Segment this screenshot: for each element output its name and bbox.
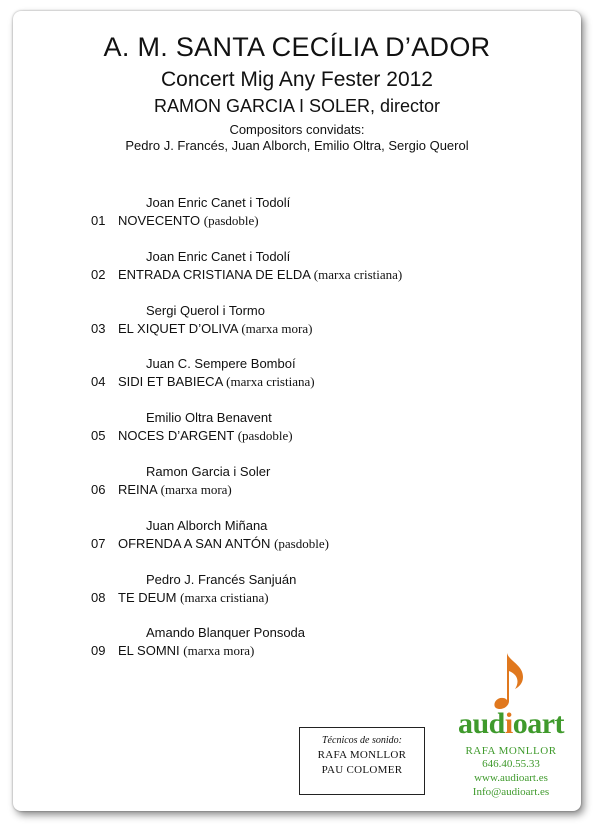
contact-phone: 646.40.55.33	[482, 758, 540, 770]
contact-email: Info@audioart.es	[472, 786, 550, 798]
audioart-wordmark: audioart	[457, 707, 565, 740]
track-form: (marxa mora)	[160, 482, 232, 497]
track-title: NOCES D’ARGENT (pasdoble)	[118, 428, 293, 443]
track-title: OFRENDA A SAN ANTÓN (pasdoble)	[118, 536, 329, 551]
track-number: 05	[91, 428, 106, 443]
band-name: A. M. SANTA CECÍLIA D’ADOR	[103, 32, 491, 62]
track-composer: Joan Enric Canet i Todolí	[146, 195, 291, 210]
track-title: EL SOMNI (marxa mora)	[118, 643, 255, 658]
track-form: (marxa cristiana)	[313, 267, 403, 282]
guest-composers-list: Pedro J. Francés, Juan Alborch, Emilio Oltra, Sergio Querol	[125, 138, 469, 153]
track-form: (pasdoble)	[274, 536, 329, 551]
track-composer: Ramon Garcia i Soler	[146, 464, 271, 479]
technician-name: RAFA MONLLOR	[317, 749, 407, 761]
guest-composers-label: Compositors convidats:	[229, 122, 365, 137]
track-number: 01	[91, 213, 106, 228]
track-title: NOVECENTO (pasdoble)	[118, 213, 259, 228]
track-composer: Juan C. Sempere Bomboí	[146, 356, 296, 371]
director-line: RAMON GARCIA I SOLER, director	[153, 96, 441, 116]
track-composer: Sergi Querol i Tormo	[146, 303, 265, 318]
sound-technicians-box	[299, 727, 425, 795]
contact-website: www.audioart.es	[474, 772, 548, 784]
track-title: REINA (marxa mora)	[118, 482, 232, 497]
track-composer: Emilio Oltra Benavent	[146, 410, 272, 425]
track-number: 02	[91, 267, 106, 282]
music-note-icon	[493, 651, 529, 711]
track-form: (marxa cristiana)	[180, 590, 269, 605]
cd-back-cover	[13, 11, 581, 811]
track-composer: Pedro J. Francés Sanjuán	[146, 572, 297, 587]
track-number: 07	[91, 536, 106, 551]
track-number: 04	[91, 374, 106, 389]
technician-name: PAU COLOMER	[321, 764, 403, 776]
track-number: 08	[91, 590, 106, 605]
track-title: EL XIQUET D’OLIVA (marxa mora)	[118, 321, 313, 336]
concert-title: Concert Mig Any Fester 2012	[161, 68, 433, 91]
track-composer: Joan Enric Canet i Todolí	[146, 249, 291, 264]
track-form: (marxa mora)	[241, 321, 313, 336]
track-composer: Amando Blanquer Ponsoda	[146, 625, 306, 640]
track-title: SIDI ET BABIECA (marxa cristiana)	[118, 374, 315, 389]
track-title: ENTRADA CRISTIANA DE ELDA (marxa cristiana)	[118, 267, 403, 282]
track-form: (pasdoble)	[237, 428, 293, 443]
track-number: 03	[91, 321, 106, 336]
track-title: TE DEUM (marxa cristiana)	[118, 590, 269, 605]
track-form: (marxa cristiana)	[226, 374, 315, 389]
audioart-logo	[441, 651, 581, 801]
track-form: (pasdoble)	[203, 213, 259, 228]
track-composer: Juan Alborch Miñana	[146, 518, 268, 533]
track-number: 06	[91, 482, 106, 497]
technicians-label: Técnicos de sonido:	[322, 735, 402, 746]
track-form: (marxa mora)	[183, 643, 255, 658]
track-number: 09	[91, 643, 106, 658]
contact-name: RAFA MONLLOR	[465, 745, 557, 757]
